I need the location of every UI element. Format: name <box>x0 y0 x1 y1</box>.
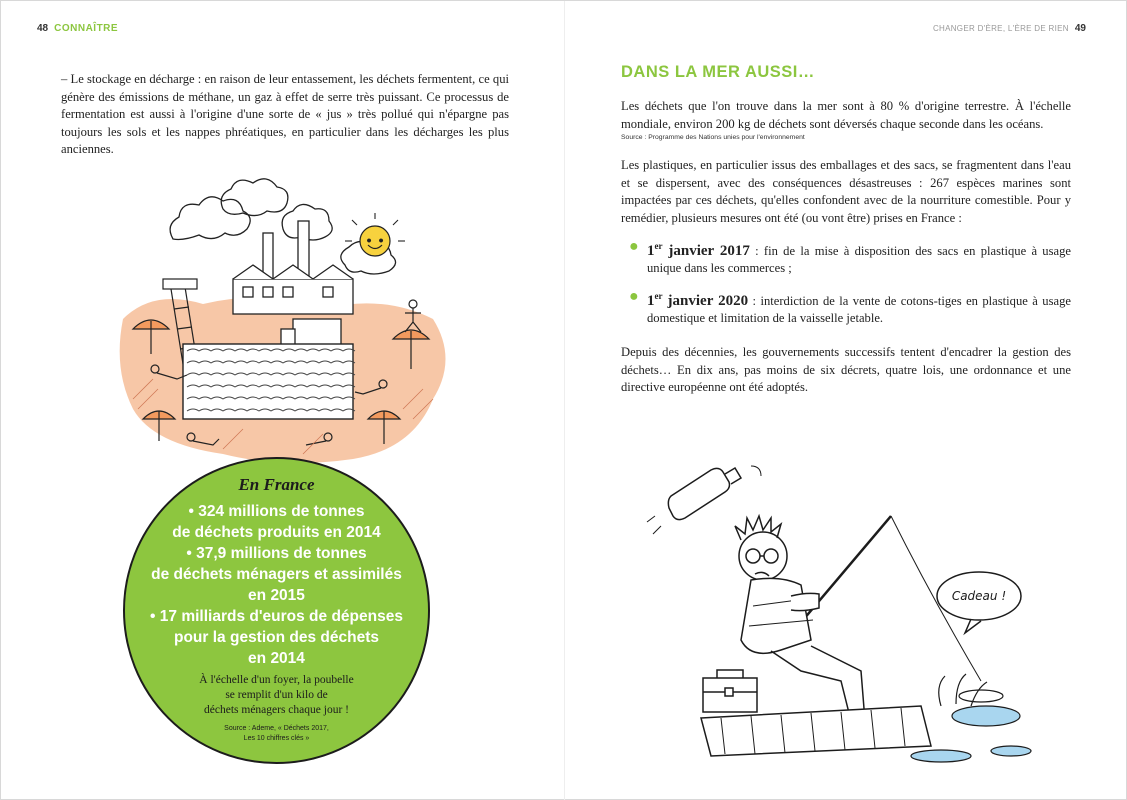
note-line: se remplit d'un kilo de <box>225 689 328 701</box>
left-section-label: CONNAÎTRE <box>54 23 119 34</box>
stat-line: de déchets produits en 2014 <box>172 524 381 541</box>
bullet-dot-icon: ● <box>629 287 639 305</box>
stat-line: pour la gestion des déchets <box>174 629 379 646</box>
ademe-source <box>125 724 428 744</box>
note-line: À l'échelle d'un foyer, la poubelle <box>199 674 354 686</box>
measure-text: : fin de la mise à disposition des sacs en plastique à usage unique dans les commerces ; <box>647 243 1071 276</box>
measure-date: 1er janvier 2017 <box>647 240 750 259</box>
france-stats-list <box>125 501 428 669</box>
stat-line: • 37,9 millions de tonnes <box>186 545 367 562</box>
measure-2017 <box>625 238 1071 278</box>
source-line: Les 10 chiffres clés » <box>243 735 310 742</box>
speech-bubble-text: Cadeau ! <box>951 589 1007 603</box>
measure-text: : interdiction de la vente de cotons-tiges en plastique à usage domestique et limitation de la vaisselle jetable. <box>647 293 1071 326</box>
page-gutter <box>564 1 565 800</box>
left-folio <box>37 23 118 34</box>
stat-line: de déchets ménagers et assimilés <box>151 566 402 583</box>
plastics-paragraph: Les plastiques, en particulier issus des emballages et des sacs, se fragmentent dans l'eau et se dispersent, avec des conséquences désastreuses : 267 espèces marines sont impactées par ces déchets, qu'elles confondent avec de la nourriture comestible. Pour y remédier, plusieurs mesures ont été (ou vont être) prises en France : <box>621 158 1071 225</box>
measure-date: 1er janvier 2020 <box>647 290 749 309</box>
stat-line: • 324 millions de tonnes <box>188 503 365 520</box>
note-line: déchets ménagers chaque jour ! <box>204 704 349 716</box>
left-page-number: 48 <box>37 23 49 34</box>
section-heading: DANS LA MER AUSSI… <box>621 63 815 81</box>
stat-line: en 2014 <box>248 650 305 667</box>
landfill-illustration <box>113 169 458 469</box>
source-line: Source : Ademe, « Déchets 2017, <box>224 725 329 732</box>
stat-line: • 17 milliards d'euros de dépenses <box>150 608 403 625</box>
regulation-paragraph: Depuis des décennies, les gouvernements successifs tentent d'encadrer la gestion des déchets… En dix ans, pas moins de six décrets, quatre lois, une ordonnance et une directive européenne ont été adoptés. <box>621 344 1071 395</box>
france-stats-title: En France <box>238 475 315 494</box>
stat-line: en 2015 <box>248 587 305 604</box>
right-folio <box>933 23 1086 34</box>
household-note <box>125 673 428 718</box>
sea-waste-paragraph: Les déchets que l'on trouve dans la mer sont à 80 % d'origine terrestre. À l'échelle mondiale, environ 200 kg de déchets sont déversés chaque seconde dans les océans. <box>621 99 1071 131</box>
fisherman-illustration <box>641 456 1046 776</box>
right-column <box>621 63 1071 397</box>
france-stats-circle <box>123 457 430 764</box>
right-page-number: 49 <box>1074 23 1086 34</box>
landfill-paragraph: – Le stockage en décharge : en raison de leur entassement, les déchets fermentent, ce qui génère des émissions de méthane, un gaz à effet de serre très puissant. Ce processus de fermentation est aussi à l'origine d'une sorte de « jus » très pollué qui n'épargne pas toujours les sols et les nappes phréatiques, en particulier dans les décharges les plus anciennes. <box>61 72 509 157</box>
unep-source: Source : Programme des Nations unies pour l'environnement <box>621 134 805 142</box>
running-head: CHANGER D'ÈRE, L'ÈRE DE RIEN <box>932 24 1069 33</box>
bullet-dot-icon: ● <box>629 237 639 255</box>
measure-2020 <box>625 288 1071 328</box>
